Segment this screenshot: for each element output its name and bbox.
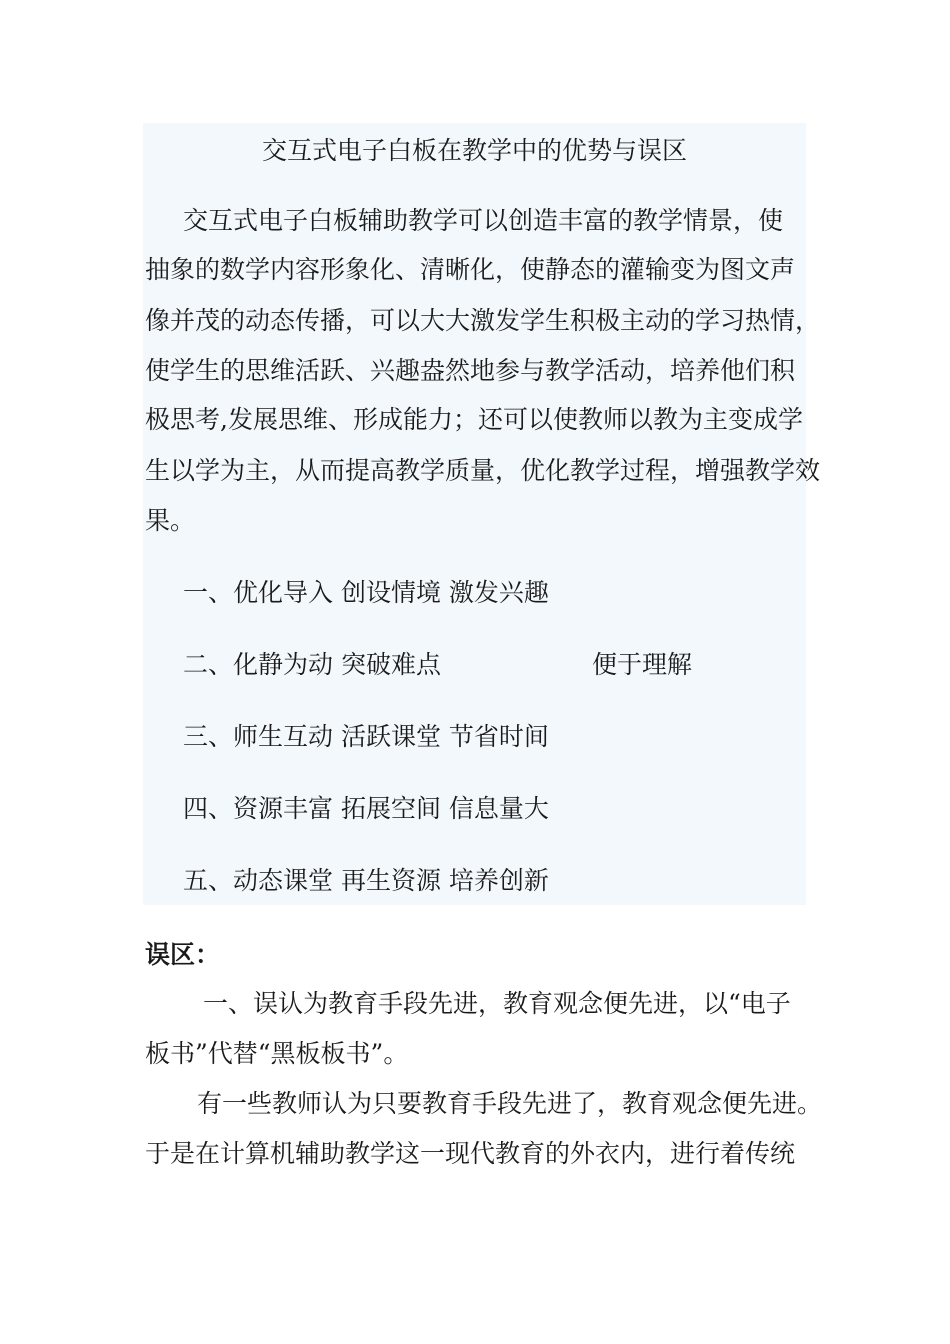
advantage-item: 四、资源丰富 拓展空间 信息量大 <box>183 794 549 823</box>
body-line: 有一些教师认为只要教育手段先进了，教育观念便先进。 <box>197 1089 823 1118</box>
document-title: 交互式电子白板在教学中的优势与误区 <box>261 136 687 165</box>
intro-line: 抽象的数学内容形象化、清晰化，使静态的灌输变为图文声 <box>145 255 796 284</box>
body-line: 于是在计算机辅助教学这一现代教育的外衣内，进行着传统 <box>145 1139 796 1168</box>
intro-line: 交互式电子白板辅助教学可以创造丰富的教学情景，使 <box>183 206 784 235</box>
intro-line: 果。 <box>145 506 196 535</box>
intro-line: 生以学为主，从而提高教学质量，优化教学过程，增强教学效 <box>145 456 821 485</box>
intro-line: 使学生的思维活跃、兴趣盎然地参与教学活动，培养他们积 <box>145 356 796 385</box>
advantage-item: 二、化静为动 突破难点 <box>183 650 441 679</box>
advantage-item-extra: 便于理解 <box>592 650 693 679</box>
misconception-line: 一、误认为教育手段先进，教育观念便先进，以“电子 <box>203 989 791 1018</box>
highlighted-section <box>143 123 806 905</box>
advantage-item: 三、师生互动 活跃课堂 节省时间 <box>183 722 549 751</box>
advantage-item: 五、动态课堂 再生资源 培养创新 <box>183 866 549 895</box>
misconceptions-heading: 误区： <box>145 940 221 969</box>
advantage-item: 一、优化导入 创设情境 激发兴趣 <box>183 578 549 607</box>
intro-line: 极思考,发展思维、形成能力；还可以使教师以教为主变成学 <box>145 405 803 434</box>
misconception-line: 板书”代替“黑板板书”。 <box>145 1039 409 1068</box>
intro-line: 像并茂的动态传播，可以大大激发学生积极主动的学习热情， <box>145 306 821 335</box>
